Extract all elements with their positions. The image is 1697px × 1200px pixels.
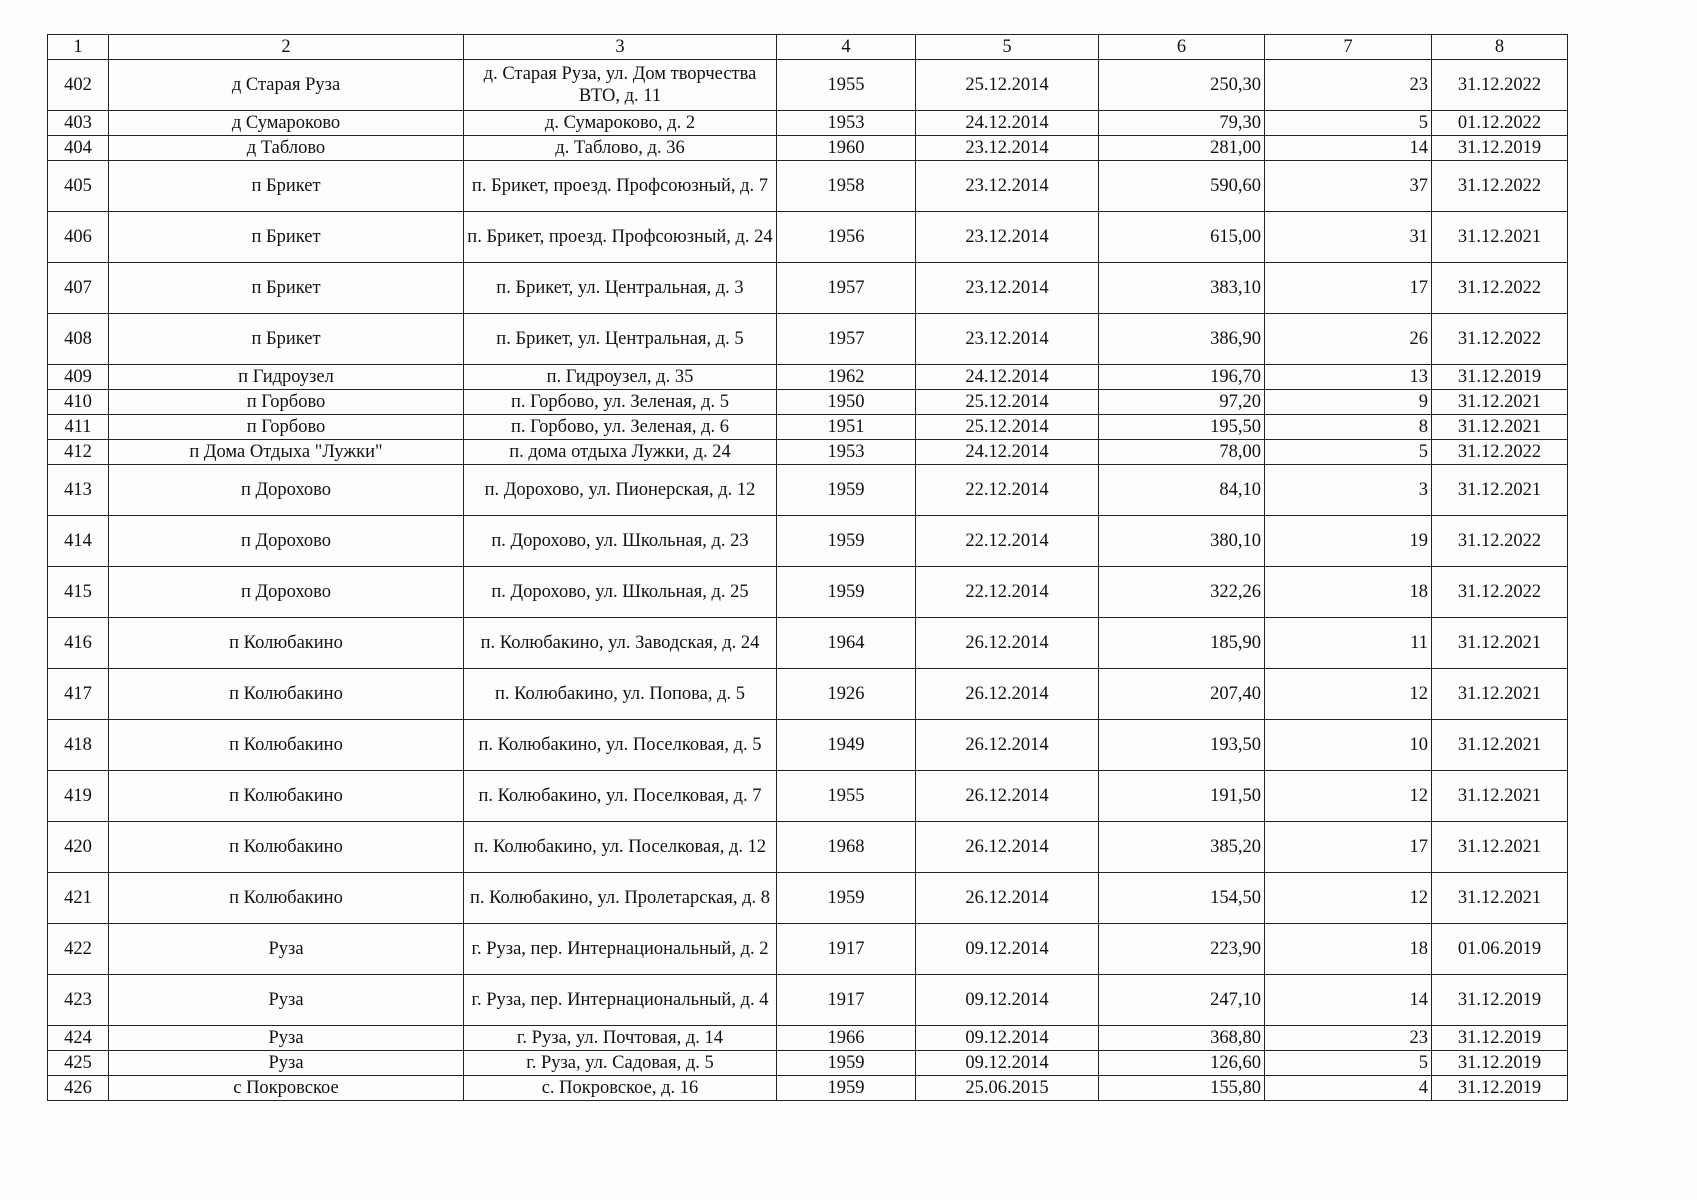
cell-row-number: 423 — [48, 975, 109, 1026]
cell-count: 14 — [1265, 136, 1432, 161]
cell-row-number: 410 — [48, 390, 109, 415]
cell-deadline: 31.12.2022 — [1432, 60, 1568, 111]
cell-date: 23.12.2014 — [916, 136, 1099, 161]
cell-year-built: 1966 — [777, 1026, 916, 1051]
cell-year-built: 1957 — [777, 263, 916, 314]
column-number-row — [48, 35, 1568, 60]
cell-row-number: 425 — [48, 1051, 109, 1076]
cell-address: п. Горбово, ул. Зеленая, д. 5 — [464, 390, 777, 415]
cell-date: 09.12.2014 — [916, 924, 1099, 975]
column-header: 7 — [1265, 35, 1432, 60]
cell-deadline: 31.12.2019 — [1432, 1051, 1568, 1076]
cell-area: 154,50 — [1099, 873, 1265, 924]
cell-date: 26.12.2014 — [916, 822, 1099, 873]
cell-deadline: 31.12.2019 — [1432, 1026, 1568, 1051]
cell-address: п. Брикет, проезд. Профсоюзный, д. 24 — [464, 212, 777, 263]
cell-year-built: 1959 — [777, 1076, 916, 1101]
cell-count: 18 — [1265, 924, 1432, 975]
cell-year-built: 1955 — [777, 60, 916, 111]
cell-address: п. Колюбакино, ул. Попова, д. 5 — [464, 669, 777, 720]
table-row — [48, 720, 1568, 771]
cell-settlement: Руза — [109, 924, 464, 975]
cell-date: 23.12.2014 — [916, 161, 1099, 212]
table-row — [48, 390, 1568, 415]
cell-address: п. Колюбакино, ул. Заводская, д. 24 — [464, 618, 777, 669]
table-row — [48, 1076, 1568, 1101]
cell-row-number: 408 — [48, 314, 109, 365]
cell-area: 385,20 — [1099, 822, 1265, 873]
cell-settlement: с Покровское — [109, 1076, 464, 1101]
cell-date: 26.12.2014 — [916, 720, 1099, 771]
cell-settlement: п Колюбакино — [109, 720, 464, 771]
cell-settlement: п Дорохово — [109, 465, 464, 516]
cell-settlement: Руза — [109, 975, 464, 1026]
cell-address: г. Руза, пер. Интернациональный, д. 4 — [464, 975, 777, 1026]
cell-deadline: 31.12.2021 — [1432, 720, 1568, 771]
cell-deadline: 31.12.2019 — [1432, 136, 1568, 161]
table-row — [48, 567, 1568, 618]
table-row — [48, 365, 1568, 390]
cell-row-number: 412 — [48, 440, 109, 465]
cell-deadline: 31.12.2021 — [1432, 390, 1568, 415]
table-row — [48, 618, 1568, 669]
cell-settlement: п Горбово — [109, 390, 464, 415]
table-row — [48, 669, 1568, 720]
housing-register-table — [47, 34, 1568, 1101]
cell-row-number: 411 — [48, 415, 109, 440]
cell-row-number: 404 — [48, 136, 109, 161]
cell-deadline: 31.12.2022 — [1432, 440, 1568, 465]
cell-area: 386,90 — [1099, 314, 1265, 365]
cell-deadline: 31.12.2021 — [1432, 465, 1568, 516]
cell-year-built: 1956 — [777, 212, 916, 263]
cell-year-built: 1953 — [777, 111, 916, 136]
table-row — [48, 1051, 1568, 1076]
cell-year-built: 1926 — [777, 669, 916, 720]
cell-date: 22.12.2014 — [916, 465, 1099, 516]
cell-count: 18 — [1265, 567, 1432, 618]
cell-date: 09.12.2014 — [916, 1051, 1099, 1076]
table-row — [48, 111, 1568, 136]
cell-address: п. Брикет, проезд. Профсоюзный, д. 7 — [464, 161, 777, 212]
table-row — [48, 822, 1568, 873]
cell-count: 17 — [1265, 822, 1432, 873]
cell-address: д. Старая Руза, ул. Дом творчества ВТО, д. 11 — [464, 60, 777, 111]
cell-settlement: п Колюбакино — [109, 771, 464, 822]
cell-year-built: 1917 — [777, 924, 916, 975]
cell-settlement: п Дома Отдыха "Лужки" — [109, 440, 464, 465]
cell-area: 155,80 — [1099, 1076, 1265, 1101]
cell-area: 195,50 — [1099, 415, 1265, 440]
cell-area: 78,00 — [1099, 440, 1265, 465]
cell-area: 196,70 — [1099, 365, 1265, 390]
column-header: 3 — [464, 35, 777, 60]
cell-row-number: 415 — [48, 567, 109, 618]
cell-count: 12 — [1265, 669, 1432, 720]
cell-area: 84,10 — [1099, 465, 1265, 516]
cell-row-number: 405 — [48, 161, 109, 212]
cell-date: 25.12.2014 — [916, 390, 1099, 415]
cell-area: 368,80 — [1099, 1026, 1265, 1051]
cell-settlement: п Колюбакино — [109, 873, 464, 924]
cell-count: 23 — [1265, 1026, 1432, 1051]
column-header: 4 — [777, 35, 916, 60]
cell-area: 383,10 — [1099, 263, 1265, 314]
cell-row-number: 420 — [48, 822, 109, 873]
cell-settlement: п Колюбакино — [109, 618, 464, 669]
cell-area: 250,30 — [1099, 60, 1265, 111]
cell-date: 26.12.2014 — [916, 669, 1099, 720]
cell-row-number: 406 — [48, 212, 109, 263]
cell-row-number: 421 — [48, 873, 109, 924]
table-row — [48, 60, 1568, 111]
table-row — [48, 465, 1568, 516]
table-row — [48, 212, 1568, 263]
cell-year-built: 1959 — [777, 465, 916, 516]
cell-deadline: 31.12.2022 — [1432, 516, 1568, 567]
cell-address: г. Руза, пер. Интернациональный, д. 2 — [464, 924, 777, 975]
cell-year-built: 1959 — [777, 516, 916, 567]
cell-date: 24.12.2014 — [916, 111, 1099, 136]
cell-row-number: 407 — [48, 263, 109, 314]
cell-settlement: п Брикет — [109, 212, 464, 263]
cell-row-number: 414 — [48, 516, 109, 567]
cell-area: 223,90 — [1099, 924, 1265, 975]
cell-count: 3 — [1265, 465, 1432, 516]
table-row — [48, 314, 1568, 365]
table-row — [48, 975, 1568, 1026]
cell-area: 281,00 — [1099, 136, 1265, 161]
cell-area: 79,30 — [1099, 111, 1265, 136]
cell-year-built: 1958 — [777, 161, 916, 212]
cell-date: 22.12.2014 — [916, 516, 1099, 567]
cell-count: 26 — [1265, 314, 1432, 365]
cell-date: 25.06.2015 — [916, 1076, 1099, 1101]
column-header: 5 — [916, 35, 1099, 60]
cell-year-built: 1959 — [777, 567, 916, 618]
cell-row-number: 403 — [48, 111, 109, 136]
cell-area: 590,60 — [1099, 161, 1265, 212]
cell-count: 9 — [1265, 390, 1432, 415]
cell-date: 26.12.2014 — [916, 873, 1099, 924]
table-row — [48, 440, 1568, 465]
cell-address: п. Брикет, ул. Центральная, д. 5 — [464, 314, 777, 365]
cell-address: п. Горбово, ул. Зеленая, д. 6 — [464, 415, 777, 440]
cell-deadline: 01.12.2022 — [1432, 111, 1568, 136]
cell-deadline: 31.12.2022 — [1432, 263, 1568, 314]
cell-settlement: Руза — [109, 1026, 464, 1051]
cell-year-built: 1959 — [777, 1051, 916, 1076]
cell-count: 19 — [1265, 516, 1432, 567]
cell-date: 25.12.2014 — [916, 60, 1099, 111]
cell-year-built: 1953 — [777, 440, 916, 465]
cell-deadline: 31.12.2019 — [1432, 365, 1568, 390]
cell-settlement: п Дорохово — [109, 516, 464, 567]
cell-date: 09.12.2014 — [916, 1026, 1099, 1051]
cell-address: д. Таблово, д. 36 — [464, 136, 777, 161]
cell-settlement: д Старая Руза — [109, 60, 464, 111]
cell-deadline: 31.12.2021 — [1432, 771, 1568, 822]
cell-deadline: 31.12.2021 — [1432, 873, 1568, 924]
cell-count: 4 — [1265, 1076, 1432, 1101]
cell-area: 185,90 — [1099, 618, 1265, 669]
table-row — [48, 924, 1568, 975]
cell-area: 615,00 — [1099, 212, 1265, 263]
cell-date: 09.12.2014 — [916, 975, 1099, 1026]
cell-row-number: 419 — [48, 771, 109, 822]
cell-year-built: 1968 — [777, 822, 916, 873]
column-header: 1 — [48, 35, 109, 60]
cell-area: 207,40 — [1099, 669, 1265, 720]
cell-deadline: 01.06.2019 — [1432, 924, 1568, 975]
cell-count: 37 — [1265, 161, 1432, 212]
cell-area: 193,50 — [1099, 720, 1265, 771]
cell-row-number: 417 — [48, 669, 109, 720]
cell-year-built: 1957 — [777, 314, 916, 365]
cell-area: 126,60 — [1099, 1051, 1265, 1076]
cell-row-number: 413 — [48, 465, 109, 516]
cell-count: 17 — [1265, 263, 1432, 314]
cell-deadline: 31.12.2021 — [1432, 415, 1568, 440]
cell-area: 191,50 — [1099, 771, 1265, 822]
cell-deadline: 31.12.2022 — [1432, 567, 1568, 618]
cell-address: п. Колюбакино, ул. Поселковая, д. 12 — [464, 822, 777, 873]
table-row — [48, 136, 1568, 161]
cell-year-built: 1917 — [777, 975, 916, 1026]
cell-count: 5 — [1265, 1051, 1432, 1076]
cell-address: п. Брикет, ул. Центральная, д. 3 — [464, 263, 777, 314]
cell-settlement: п Колюбакино — [109, 669, 464, 720]
cell-settlement: п Колюбакино — [109, 822, 464, 873]
cell-deadline: 31.12.2019 — [1432, 975, 1568, 1026]
table-row — [48, 263, 1568, 314]
cell-settlement: д Сумароково — [109, 111, 464, 136]
cell-date: 23.12.2014 — [916, 263, 1099, 314]
cell-count: 12 — [1265, 771, 1432, 822]
cell-deadline: 31.12.2021 — [1432, 212, 1568, 263]
cell-settlement: п Дорохово — [109, 567, 464, 618]
cell-deadline: 31.12.2019 — [1432, 1076, 1568, 1101]
cell-address: п. Колюбакино, ул. Пролетарская, д. 8 — [464, 873, 777, 924]
cell-address: п. Дорохово, ул. Школьная, д. 23 — [464, 516, 777, 567]
cell-date: 22.12.2014 — [916, 567, 1099, 618]
cell-settlement: п Брикет — [109, 161, 464, 212]
cell-settlement: п Брикет — [109, 263, 464, 314]
cell-date: 26.12.2014 — [916, 618, 1099, 669]
cell-count: 13 — [1265, 365, 1432, 390]
cell-date: 24.12.2014 — [916, 365, 1099, 390]
cell-address: п. Колюбакино, ул. Поселковая, д. 7 — [464, 771, 777, 822]
table-row — [48, 415, 1568, 440]
column-header: 2 — [109, 35, 464, 60]
cell-row-number: 424 — [48, 1026, 109, 1051]
cell-address: д. Сумароково, д. 2 — [464, 111, 777, 136]
cell-address: п. Дорохово, ул. Школьная, д. 25 — [464, 567, 777, 618]
cell-year-built: 1964 — [777, 618, 916, 669]
cell-deadline: 31.12.2022 — [1432, 314, 1568, 365]
cell-count: 10 — [1265, 720, 1432, 771]
cell-area: 380,10 — [1099, 516, 1265, 567]
column-header: 8 — [1432, 35, 1568, 60]
cell-date: 23.12.2014 — [916, 314, 1099, 365]
table-row — [48, 1026, 1568, 1051]
cell-settlement: п Брикет — [109, 314, 464, 365]
cell-row-number: 422 — [48, 924, 109, 975]
table-row — [48, 516, 1568, 567]
cell-address: п. Дорохово, ул. Пионерская, д. 12 — [464, 465, 777, 516]
cell-settlement: д Таблово — [109, 136, 464, 161]
table-row — [48, 873, 1568, 924]
cell-count: 8 — [1265, 415, 1432, 440]
cell-deadline: 31.12.2021 — [1432, 822, 1568, 873]
cell-area: 247,10 — [1099, 975, 1265, 1026]
cell-deadline: 31.12.2021 — [1432, 618, 1568, 669]
cell-settlement: п Гидроузел — [109, 365, 464, 390]
table-row — [48, 771, 1568, 822]
cell-date: 25.12.2014 — [916, 415, 1099, 440]
cell-address: п. дома отдыха Лужки, д. 24 — [464, 440, 777, 465]
cell-count: 31 — [1265, 212, 1432, 263]
column-header: 6 — [1099, 35, 1265, 60]
cell-count: 5 — [1265, 440, 1432, 465]
cell-address: г. Руза, ул. Почтовая, д. 14 — [464, 1026, 777, 1051]
cell-count: 5 — [1265, 111, 1432, 136]
cell-area: 322,26 — [1099, 567, 1265, 618]
cell-row-number: 418 — [48, 720, 109, 771]
cell-address: с. Покровское, д. 16 — [464, 1076, 777, 1101]
cell-year-built: 1962 — [777, 365, 916, 390]
cell-address: п. Гидроузел, д. 35 — [464, 365, 777, 390]
cell-count: 14 — [1265, 975, 1432, 1026]
cell-date: 23.12.2014 — [916, 212, 1099, 263]
cell-year-built: 1955 — [777, 771, 916, 822]
cell-year-built: 1959 — [777, 873, 916, 924]
cell-row-number: 402 — [48, 60, 109, 111]
cell-count: 12 — [1265, 873, 1432, 924]
cell-deadline: 31.12.2021 — [1432, 669, 1568, 720]
cell-row-number: 416 — [48, 618, 109, 669]
cell-year-built: 1950 — [777, 390, 916, 415]
cell-year-built: 1960 — [777, 136, 916, 161]
cell-settlement: п Горбово — [109, 415, 464, 440]
cell-address: г. Руза, ул. Садовая, д. 5 — [464, 1051, 777, 1076]
table-body — [48, 60, 1568, 1101]
cell-deadline: 31.12.2022 — [1432, 161, 1568, 212]
cell-settlement: Руза — [109, 1051, 464, 1076]
cell-date: 26.12.2014 — [916, 771, 1099, 822]
cell-count: 23 — [1265, 60, 1432, 111]
cell-area: 97,20 — [1099, 390, 1265, 415]
cell-year-built: 1949 — [777, 720, 916, 771]
cell-year-built: 1951 — [777, 415, 916, 440]
cell-count: 11 — [1265, 618, 1432, 669]
cell-row-number: 426 — [48, 1076, 109, 1101]
cell-address: п. Колюбакино, ул. Поселковая, д. 5 — [464, 720, 777, 771]
table-row — [48, 161, 1568, 212]
cell-row-number: 409 — [48, 365, 109, 390]
cell-date: 24.12.2014 — [916, 440, 1099, 465]
